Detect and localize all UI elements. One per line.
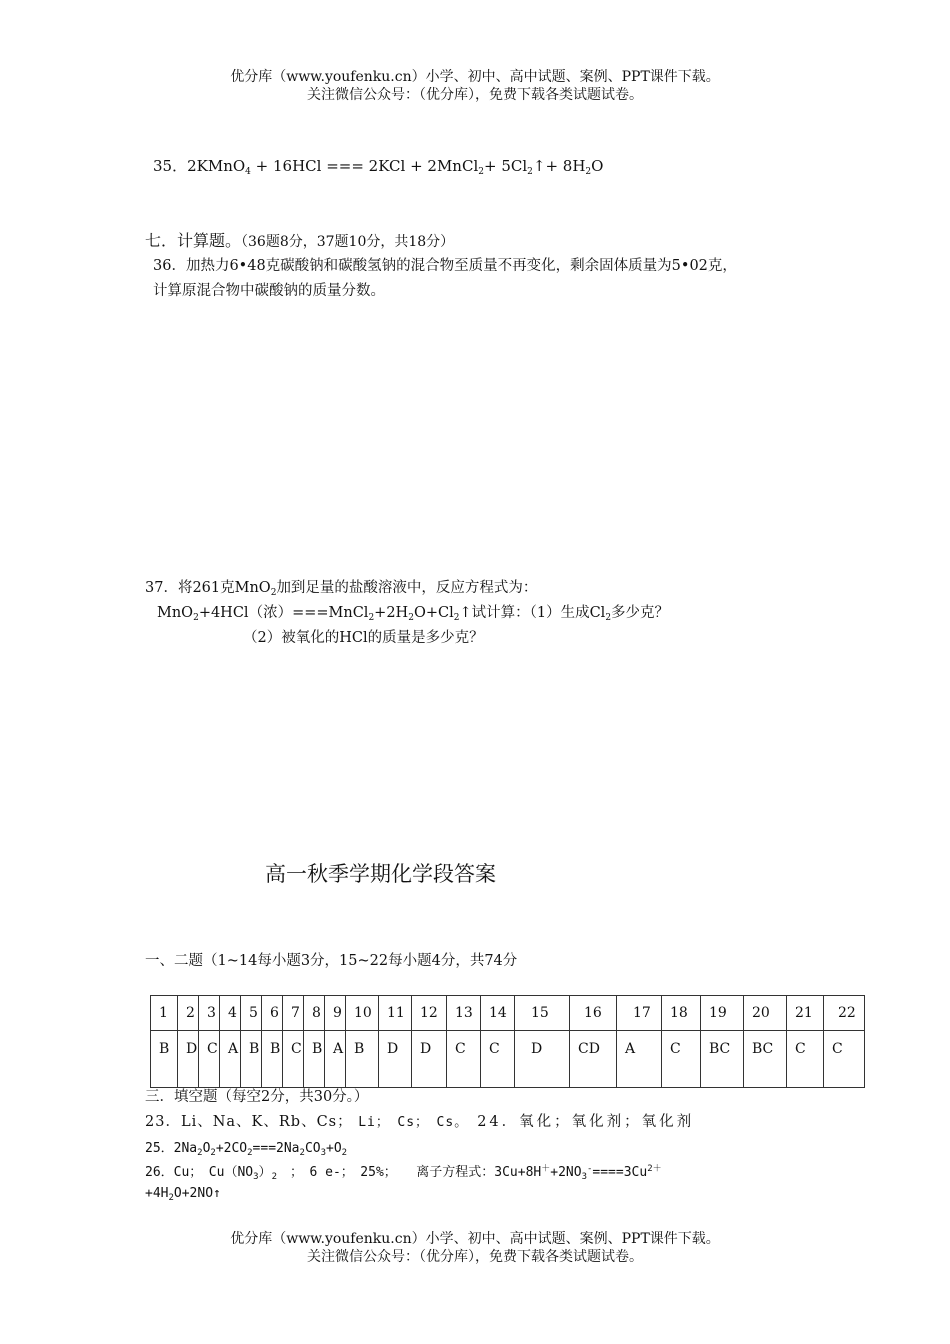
answer-value-row <box>151 1031 865 1088</box>
section-3-heading: 三．填空题（每空2分，共30分。） <box>145 1089 369 1105</box>
table-cell-number: 22 <box>824 996 865 1031</box>
question-35-equation: 35．2KMnO$_4$ + 16HCl === 2KCl + 2MnCl$_2$+ $5Cl_2↑+ 8H_2O$ <box>153 157 604 177</box>
table-cell-number: 3 <box>199 996 220 1031</box>
answer-26-line-1: 26．Cu； $Cu(NO_3)_2$ ； 6 e-； 25%； 离子方程式：$3Cu+8H^++2NO_3^-====3Cu^{2+}$ <box>145 1164 662 1182</box>
table-cell-answer: C <box>447 1031 481 1088</box>
table-cell-answer: C <box>787 1031 824 1088</box>
answer-number-row <box>151 996 865 1031</box>
table-cell-answer: CD <box>570 1031 617 1088</box>
table-cell-number: 11 <box>379 996 412 1031</box>
table-cell-answer: B <box>304 1031 325 1088</box>
section-7-heading: 七．计算题。（36题8分，37题10分，共18分） <box>145 231 455 250</box>
table-cell-number: 16 <box>570 996 617 1031</box>
table-cell-number: 17 <box>617 996 662 1031</box>
table-cell-answer: B <box>151 1031 178 1088</box>
table-cell-number: 1 <box>151 996 178 1031</box>
answer-25-equation: 25．$2Na_2O_2+2CO_2===2Na_2CO_3+O_2$ <box>145 1141 348 1158</box>
table-cell-number: 20 <box>744 996 787 1031</box>
question-37-line-1: 37．将261克MnO$_2$加到足量的盐酸溶液中，反应方程式为： <box>145 580 538 598</box>
table-cell-answer: BC <box>701 1031 744 1088</box>
table-cell-answer: D <box>412 1031 447 1088</box>
answer-table <box>150 995 865 1088</box>
table-cell-number: 6 <box>262 996 283 1031</box>
section-1-2-heading: 一、二题（1~14每小题3分，15~22每小题4分，共74分 <box>145 953 518 969</box>
footer-promo-line-1: 优分库（www.youfenku.cn）小学、初中、高中试题、案例、PPT课件下载。 <box>230 1231 720 1247</box>
table-cell-number: 10 <box>346 996 379 1031</box>
table-cell-number: 8 <box>304 996 325 1031</box>
question-37-line-3: （2）被氧化的HCl的质量是多少克？ <box>243 630 484 646</box>
table-cell-number: 7 <box>283 996 304 1031</box>
table-cell-number: 2 <box>178 996 199 1031</box>
table-cell-answer: C <box>481 1031 515 1088</box>
table-cell-number: 14 <box>481 996 515 1031</box>
table-cell-number: 19 <box>701 996 744 1031</box>
table-cell-number: 13 <box>447 996 481 1031</box>
header-promo-line-1: 优分库（www.youfenku.cn）小学、初中、高中试题、案例、PPT课件下载。 <box>230 69 720 85</box>
footer-promo-line-2: 关注微信公众号：（优分库），免费下载各类试题试卷。 <box>307 1249 643 1265</box>
table-cell-answer: C <box>824 1031 865 1088</box>
answer-title: 高一秋季学期化学段答案 <box>265 862 496 886</box>
table-cell-answer: D <box>515 1031 570 1088</box>
table-cell-answer: C <box>199 1031 220 1088</box>
table-cell-number: 12 <box>412 996 447 1031</box>
answer-26-line-2: $+4H_2O+2NO↑$ <box>145 1186 221 1203</box>
table-cell-answer: A <box>617 1031 662 1088</box>
table-cell-answer: C <box>662 1031 701 1088</box>
table-cell-answer: B <box>241 1031 262 1088</box>
table-cell-number: 4 <box>220 996 241 1031</box>
table-cell-number: 5 <box>241 996 262 1031</box>
table-cell-answer: A <box>325 1031 346 1088</box>
table-cell-answer: B <box>346 1031 379 1088</box>
table-cell-number: 18 <box>662 996 701 1031</box>
question-36-line-1: 36．加热力6•48克碳酸钠和碳酸氢钠的混合物至质量不再变化，剩余固体质量为5•02克， <box>153 258 737 274</box>
table-cell-answer: B <box>262 1031 283 1088</box>
question-37-line-2: MnO$_2$+4HCl（浓）$===MnCl_2+2H_2O+Cl_2↑$试计算：（1）生成$Cl_2$多少克？ <box>157 605 670 623</box>
table-cell-answer: D <box>379 1031 412 1088</box>
table-cell-answer: A <box>220 1031 241 1088</box>
table-cell-number: 9 <box>325 996 346 1031</box>
table-cell-answer: C <box>283 1031 304 1088</box>
table-cell-number: 21 <box>787 996 824 1031</box>
table-cell-answer: D <box>178 1031 199 1088</box>
table-cell-number: 15 <box>515 996 570 1031</box>
question-36-line-2: 计算原混合物中碳酸钠的质量分数。 <box>153 283 385 299</box>
header-promo-line-2: 关注微信公众号：（优分库），免费下载各类试题试卷。 <box>307 87 643 103</box>
table-cell-answer: BC <box>744 1031 787 1088</box>
answer-23-24: 23．Li、Na、K、Rb、Cs； Li； Cs； Cs。 24．氧化；氧化剂；氧化剂 <box>145 1114 695 1130</box>
